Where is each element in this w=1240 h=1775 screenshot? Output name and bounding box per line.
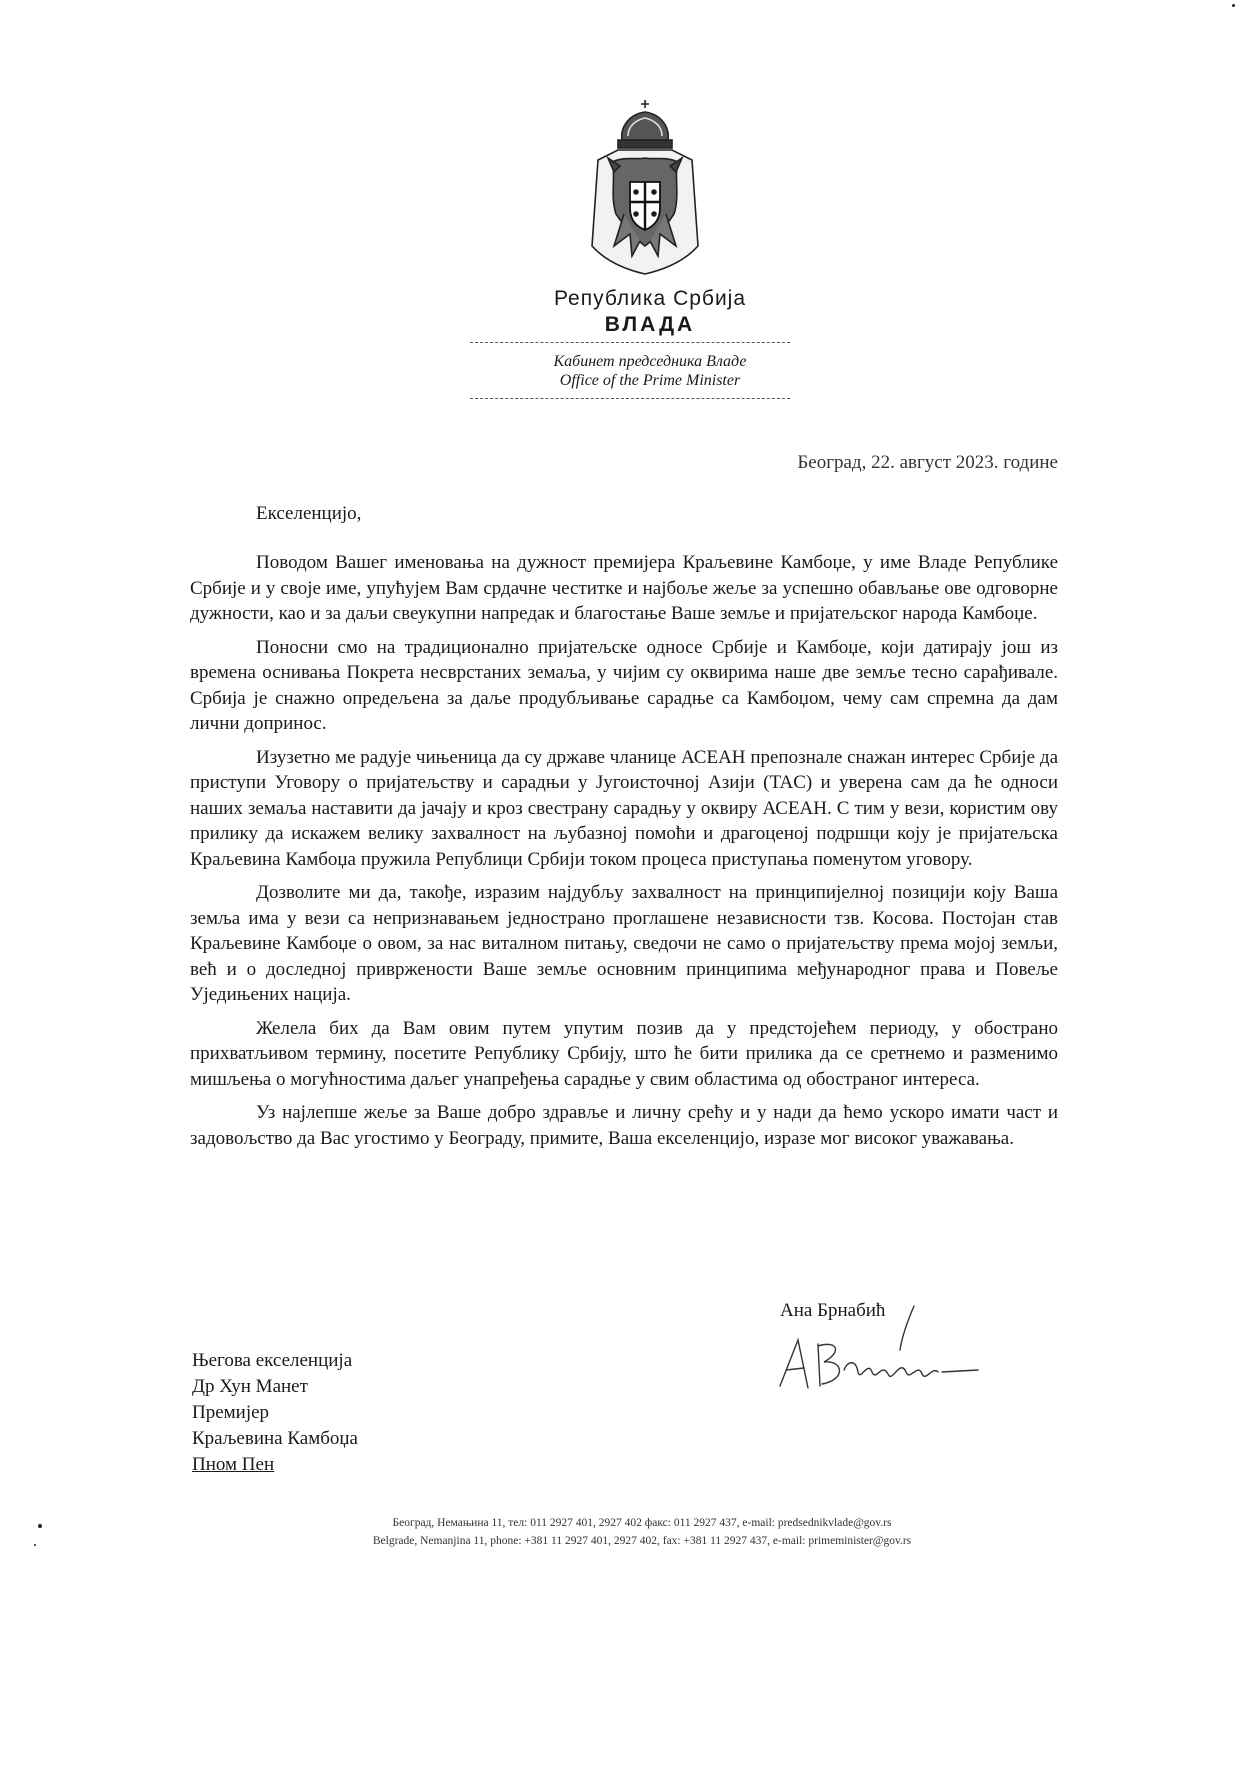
header-divider bbox=[470, 398, 790, 399]
recipient-city: Пном Пен bbox=[192, 1454, 275, 1475]
salutation: Екселенцијо, bbox=[256, 503, 362, 524]
office-name-english: Office of the Prime Minister bbox=[559, 372, 741, 389]
paragraph: Дозволите ми да, такође, изразим најдубљу захвалност на принципијелној позицији коју Ваша земља има у вези са непризнавањем једнострано проглашене независности тзв. Косова. Постојан став Краљевине Камбоџе о овом, за нас виталном питању, сведочи не само о пријатељству према мојој земљи, већ и о доследној привржености Ваше земље основним принципима међународног права и Повеље Уједињених нација. bbox=[190, 882, 1058, 1005]
scan-speck bbox=[34, 1544, 36, 1546]
handwritten-signature bbox=[772, 1300, 982, 1400]
letter-date: Београд, 22. август 2023. године bbox=[797, 452, 1058, 473]
recipient-country: Краљевина Камбоџа bbox=[192, 1428, 358, 1449]
paragraph: Уз најлепше жеље за Ваше добро здравље и личну срећу и у нади да ћемо ускоро имати част и задовољство да Вас угостимо у Београду, примите, Ваша екселенцијо, изразе мог високог уважавања. bbox=[190, 1102, 1058, 1149]
recipient-name: Др Хун Манет bbox=[192, 1376, 308, 1397]
paragraph: Желела бих да Вам овим путем упутим позив да у предстојећем периоду, у обострано прихватљивом термину, посетите Републику Србију, што ће бити прилика да се сретнемо и разменимо мишљења о могућностима даљег унапређења сарадње у свим областима од обостраног интереса. bbox=[190, 1017, 1058, 1090]
recipient-block bbox=[192, 1348, 358, 1478]
header-divider bbox=[470, 342, 790, 343]
signatory-name: Ана Брнабић bbox=[780, 1300, 886, 1321]
footer-contact-serbian: Београд, Немањина 11, тел: 011 2927 401, 2927 402 факс: 011 2927 437, e-mail: predsednikvlade@gov.rs bbox=[392, 1517, 892, 1529]
republic-name: Република Србија bbox=[553, 287, 747, 310]
recipient-title: Његова екселенција bbox=[192, 1350, 353, 1371]
paragraph: Поводом Вашег именовања на дужност премијера Краљевине Камбоџе, у име Владе Републике Србије и у своје име, упућујем Вам срдачне честитке и најбоље жеље за успешно обављање ове одговорне дужности, као и за даљи свеукупни напредак и благостање Ваше земље и пријатељског народа Камбоџе. bbox=[190, 552, 1058, 624]
scan-speck bbox=[1232, 4, 1235, 7]
letter-body bbox=[190, 550, 1058, 1159]
government-name: ВЛАДА bbox=[604, 313, 696, 336]
footer-contact-english: Belgrade, Nemanjina 11, phone: +381 11 2927 401, 2927 402, fax: +381 11 2927 437, e-mail: primeminister@gov.rs bbox=[372, 1535, 912, 1547]
recipient-position: Премијер bbox=[192, 1402, 270, 1423]
coat-of-arms-emblem bbox=[580, 96, 710, 280]
paragraph: Изузетно ме радује чињеница да су државе чланице АСЕАН препознале снажан интерес Србије да приступи Уговору о пријатељству и сарадњи у Југоисточној Азији (TAC) и уверена сам да ће односи наших земаља наставити да јачају и кроз свестрану сарадњу у оквиру АСЕАН. С тим у вези, користим ову прилику да искажем велику захвалност на љубазној помоћи и драгоценој подршци коју је пријатељска Краљевина Камбоџа пружила Републици Србији током процеса приступања поменутом уговору. bbox=[190, 746, 1058, 870]
scan-speck bbox=[38, 1524, 42, 1528]
office-name-serbian: Кабинет председника Владе bbox=[553, 353, 747, 370]
paragraph: Поносни смо на традиционално пријатељске односе Србије и Камбоџе, који датирају још из времена оснивања Покрета несврстаних земаља, у чијим су оквирима наше две земље тесно сарађивале. Србија је снажно опредељена за даље продубљивање сарадње са Камбоџом, чему сам спремна да дам лични допринос. bbox=[190, 636, 1058, 734]
